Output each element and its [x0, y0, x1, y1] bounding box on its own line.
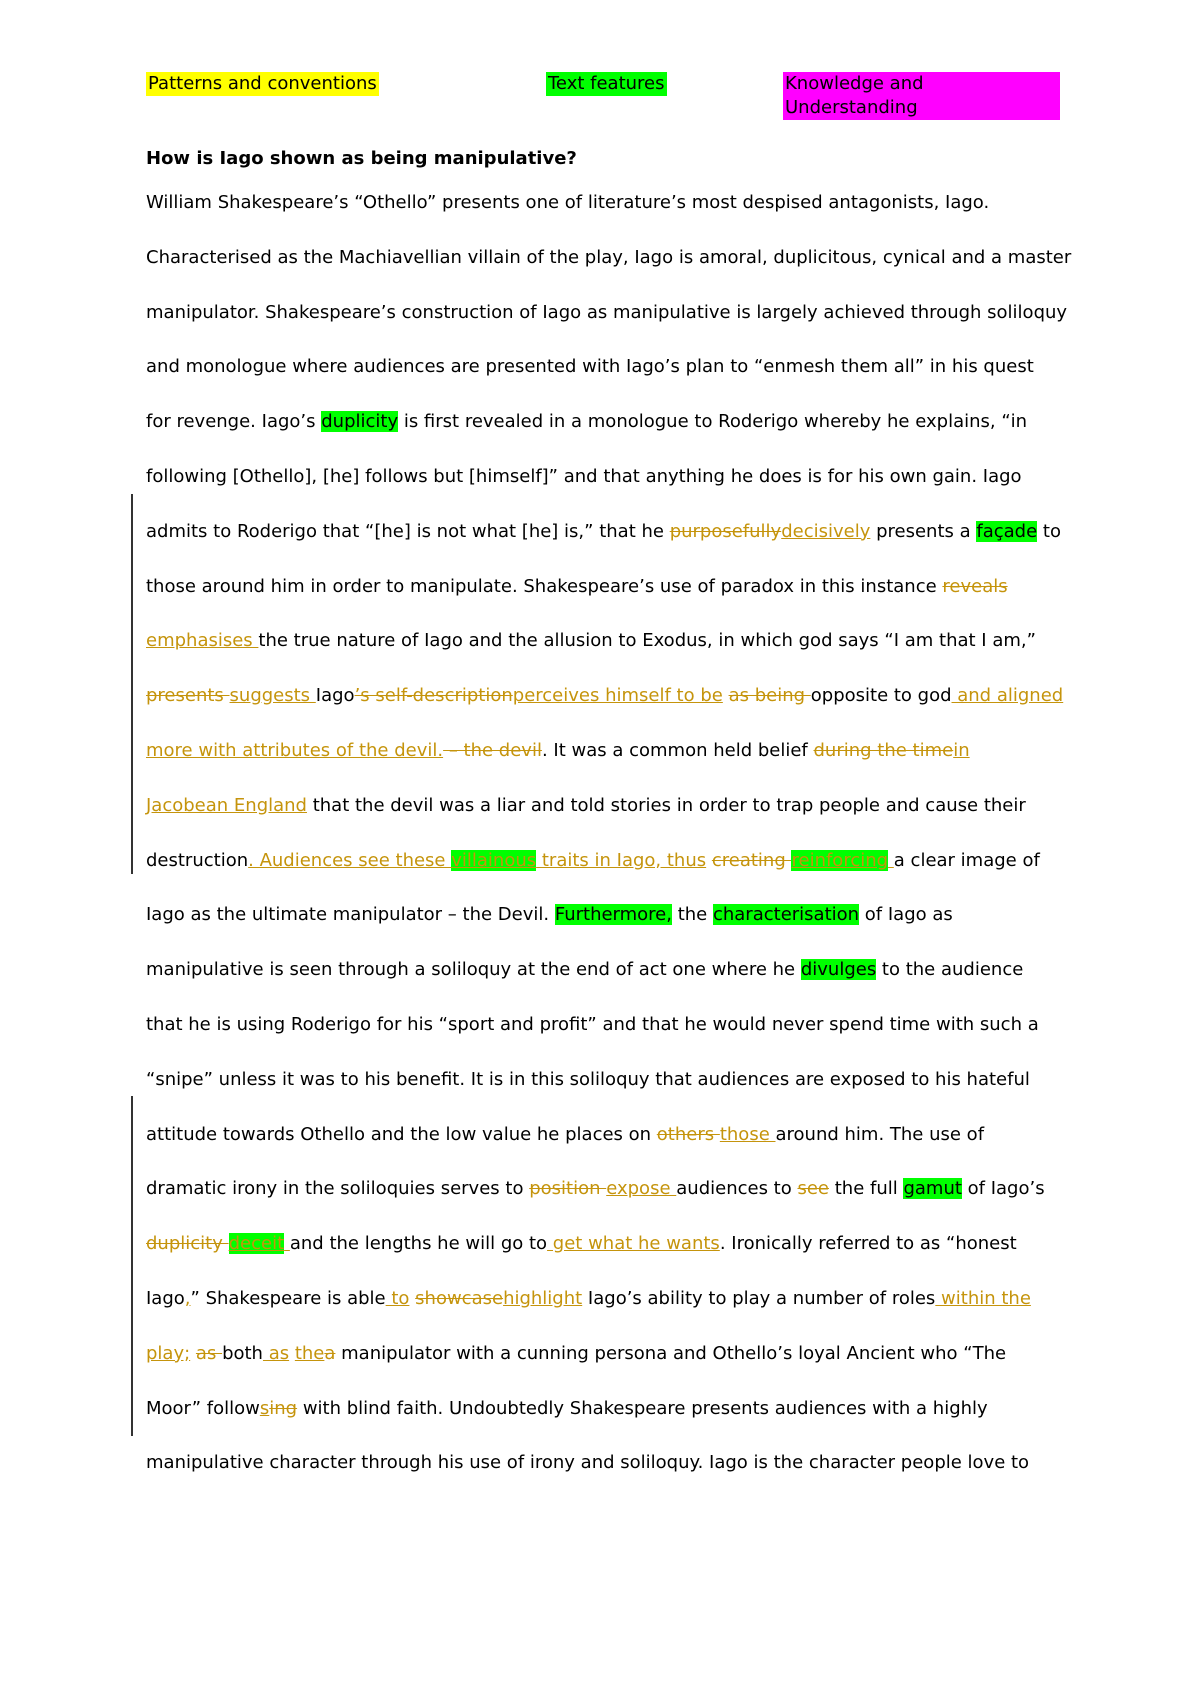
essay-line [146, 465, 1076, 520]
tracked-deletion: creating [711, 849, 792, 871]
essay-line [146, 246, 1076, 301]
tracked-deletion: as being [728, 685, 811, 707]
text-run: and monologue where audiences are presented with Iago’s plan to “enmesh them all” in his quest [146, 356, 1034, 378]
text-run: that the devil was a liar and told stories in order to trap people and cause their [306, 794, 1026, 816]
text-run: the true nature of Iago and the allusion to Exodus, in which god says “I am that I am,” [258, 630, 1036, 652]
tracked-insertion: the [294, 1342, 325, 1364]
text-run: manipulator with a cunning persona and Othello’s loyal Ancient who “The [335, 1342, 1007, 1364]
essay-line [146, 520, 1076, 575]
tracked-deletion: duplicity [146, 1233, 229, 1255]
text-run: William Shakespeare’s “Othello” presents one of literature’s most despised antagonists, Iago. [146, 192, 990, 213]
text-run: destruction [146, 849, 249, 871]
essay-question: How is Iago shown as being manipulative? [146, 148, 577, 169]
tracked-deletion: ’s self-description [354, 685, 513, 707]
text-run: manipulator. Shakespeare’s construction of Iago as manipulative is largely achieved through soliloquy [146, 301, 1068, 323]
text-run: manipulative character through his use of irony and soliloquy. Iago is the character people love to [146, 1452, 1030, 1474]
text-run: . Ironically referred to as “honest [719, 1233, 1017, 1255]
essay-line [146, 958, 1076, 1013]
essay-line [146, 1287, 1076, 1342]
tracked-insertion: to [385, 1287, 410, 1309]
essay-line [146, 684, 1076, 739]
tracked-deletion: as [195, 1342, 223, 1364]
highlighted-term: gamut [903, 1178, 962, 1200]
text-run: manipulative is seen through a soliloquy at the end of act one where he [146, 959, 801, 981]
tracked-deletion: – the devil [443, 739, 542, 761]
tracked-deletion: reveals [942, 575, 1008, 597]
tracked-insertion: perceives himself to be [512, 685, 723, 707]
text-run: Iago’s ability to play a number of roles [582, 1287, 936, 1309]
tracked-deletion: ing [269, 1397, 298, 1419]
highlighted-term: façade [976, 520, 1038, 542]
legend-patterns-and-conventions: Patterns and conventions [148, 73, 377, 94]
essay-line [146, 739, 1076, 794]
text-run: of Iago’s [961, 1178, 1045, 1200]
text-run: those around him in order to manipulate. Shakespeare’s use of paradox in this instance [146, 575, 943, 597]
text-run: of Iago as [859, 904, 953, 926]
tracked-insertion: within the [935, 1287, 1031, 1309]
essay-line [146, 1342, 1076, 1397]
text-run: to [1037, 520, 1061, 542]
essay-body[interactable] [146, 191, 1076, 1506]
tracked-deletion: position [529, 1178, 607, 1200]
text-run: attitude towards Othello and the low value he places on [146, 1123, 657, 1145]
essay-line [146, 410, 1076, 465]
text-run: the [671, 904, 713, 926]
text-run: Moor” follow [146, 1397, 260, 1419]
essay-line [146, 1177, 1076, 1232]
essay-line [146, 575, 1076, 630]
essay-line [146, 849, 1076, 904]
essay-line [146, 903, 1076, 958]
text-run: Characterised as the Machiavellian villain of the play, Iago is amoral, duplicitous, cynical and a master [146, 246, 1072, 268]
text-run: and the lengths he will go to [289, 1233, 548, 1255]
tracked-insertion: suggests [229, 685, 316, 707]
legend-knowledge-and-understanding: Knowledge and Understanding [783, 72, 1060, 120]
essay-line [146, 191, 1076, 246]
text-run: Iago [315, 685, 355, 707]
essay-line [146, 1232, 1076, 1287]
change-bar [131, 1096, 133, 1436]
essay-line [146, 1013, 1076, 1068]
tracked-insertion: traits in Iago, thus [536, 849, 707, 871]
text-run: dramatic irony in the soliloquies serves to [146, 1178, 530, 1200]
tracked-insertion: expose [606, 1178, 677, 1200]
color-legend [146, 72, 1060, 118]
change-bar [131, 494, 133, 874]
essay-line [146, 355, 1076, 410]
tracked-deletion: showcase [415, 1287, 504, 1309]
text-run: to the audience [876, 959, 1024, 981]
essay-line [146, 301, 1076, 356]
highlighted-tracked-insertion: deceit [228, 1233, 285, 1255]
essay-line [146, 1451, 1076, 1506]
text-run: ” Shakespeare is able [190, 1287, 386, 1309]
tracked-insertion: . Audiences see these [248, 849, 452, 871]
tracked-insertion: play; [146, 1342, 191, 1364]
tracked-deletion: purposefully [669, 520, 782, 542]
text-run: with blind faith. Undoubtedly Shakespeare presents audiences with a highly [297, 1397, 988, 1419]
legend-text-features: Text features [548, 73, 665, 94]
text-run: Iago [146, 1287, 185, 1309]
text-run: is first revealed in a monologue to Roderigo whereby he explains, “in [398, 411, 1028, 433]
tracked-insertion: get what he wants [547, 1233, 720, 1255]
tracked-insertion: in [953, 739, 970, 761]
tracked-insertion: more with attributes of the devil. [146, 739, 444, 761]
text-run: Iago as the ultimate manipulator – the Devil. [146, 904, 555, 926]
tracked-deletion: others [656, 1123, 720, 1145]
text-run: . It was a common held belief [541, 739, 814, 761]
text-run: opposite to god [810, 685, 952, 707]
tracked-insertion: as [262, 1342, 290, 1364]
text-run: following [Othello], [he] follows but [himself]” and that anything he does is for his own gain. Iago [146, 465, 1022, 487]
highlighted-term: duplicity [321, 411, 399, 433]
text-run: audiences to [676, 1178, 798, 1200]
text-run: both [222, 1342, 263, 1364]
text-run: “snipe” unless it was to his benefit. It is in this soliloquy that audiences are exposed to his hateful [146, 1068, 1030, 1090]
text-run: admits to Roderigo that “[he] is not what [he] is,” that he [146, 520, 670, 542]
text-run: around him. The use of [775, 1123, 985, 1145]
tracked-insertion: s [259, 1397, 270, 1419]
tracked-insertion: highlight [503, 1287, 583, 1309]
highlighted-term: Furthermore, [554, 904, 672, 926]
tracked-insertion: those [719, 1123, 776, 1145]
tracked-deletion: presents [146, 685, 230, 707]
tracked-deletion: during the time [813, 739, 954, 761]
essay-line [146, 794, 1076, 849]
highlighted-term: divulges [800, 959, 877, 981]
text-run: a clear image of [893, 849, 1040, 871]
essay-line [146, 1068, 1076, 1123]
text-run: that he is using Roderigo for his “sport and profit” and that he would never spend time with such a [146, 1013, 1039, 1035]
tracked-insertion: emphasises [146, 630, 259, 652]
tracked-insertion: and aligned [951, 685, 1064, 707]
tracked-insertion: Jacobean England [146, 794, 307, 816]
tracked-deletion: a [324, 1342, 336, 1364]
highlighted-tracked-insertion: villainous [451, 849, 537, 871]
text-run: for revenge. Iago’s [146, 411, 322, 433]
tracked-insertion: , [184, 1287, 191, 1309]
text-run: the full [829, 1178, 904, 1200]
tracked-deletion: see [797, 1178, 829, 1200]
essay-line [146, 1123, 1076, 1178]
essay-line [146, 629, 1076, 684]
highlighted-tracked-insertion: reinforcing [791, 849, 889, 871]
text-run: presents a [870, 520, 977, 542]
tracked-insertion: decisively [781, 520, 871, 542]
highlighted-term: characterisation [712, 904, 860, 926]
essay-line [146, 1397, 1076, 1452]
